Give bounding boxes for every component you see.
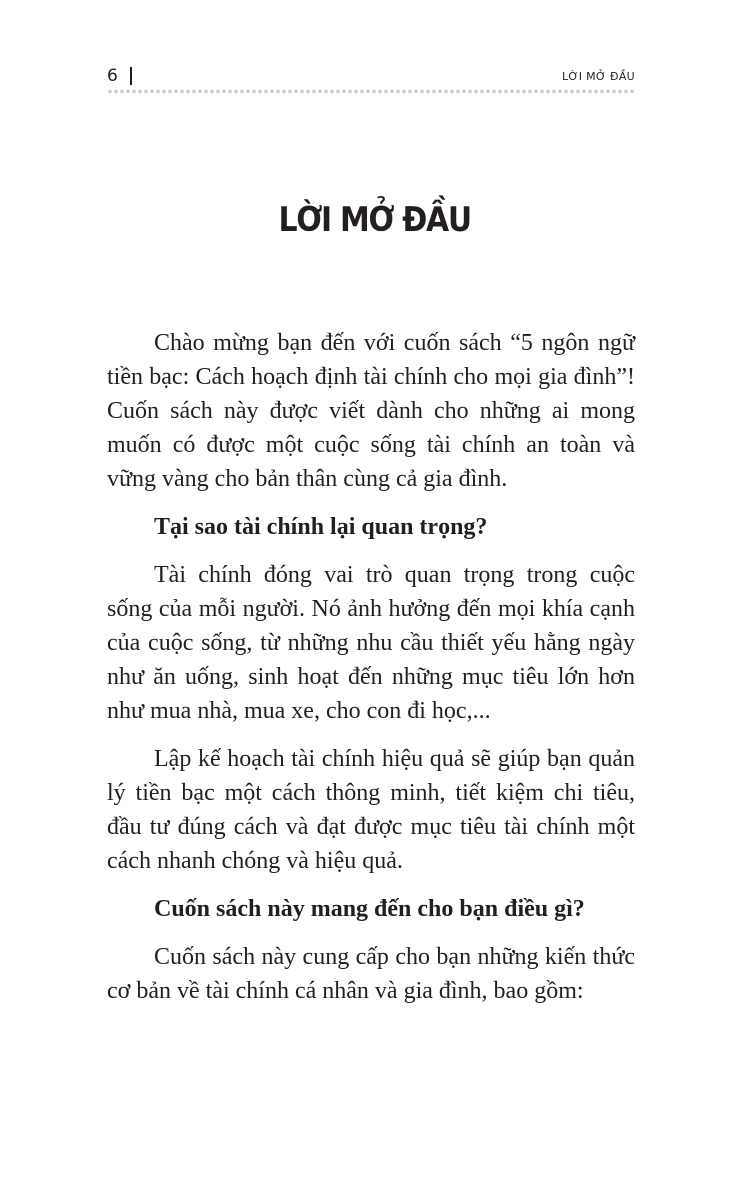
section-heading-why-finance: Tại sao tài chính lại quan trọng? — [154, 514, 488, 540]
page-header — [107, 66, 635, 88]
header-ornament-border — [107, 88, 635, 95]
chapter-title: LỜI MỞ ĐẦU — [278, 200, 471, 240]
body-text — [107, 326, 635, 1022]
header-divider — [130, 67, 132, 85]
running-head: LỜI MỞ ĐẦU — [561, 70, 635, 83]
section-heading-book-offers: Cuốn sách này mang đến cho bạn điều gì? — [154, 896, 585, 922]
paragraph-book-content: Cuốn sách này cung cấp cho bạn những kiến thức cơ bản về tài chính cá nhân và gia đình, bao gồm: — [107, 944, 635, 1004]
paragraph-planning-benefits: Lập kế hoạch tài chính hiệu quả sẽ giúp bạn quản lý tiền bạc một cách thông minh, tiết kiệm chi tiêu, đầu tư đúng cách và đạt được mục tiêu tài chính một cách nhanh chóng và hiệu quả. — [107, 746, 635, 874]
paragraph-finance-role: Tài chính đóng vai trò quan trọng trong cuộc sống của mỗi người. Nó ảnh hưởng đến mọi khía cạnh của cuộc sống, từ những nhu cầu thiết yếu hằng ngày như ăn uống, sinh hoạt đến những mục tiêu lớn hơn như mua nhà, mua xe, cho con đi học,... — [107, 562, 635, 724]
page-number: 6 — [107, 66, 118, 86]
paragraph-intro: Chào mừng bạn đến với cuốn sách “5 ngôn ngữ tiền bạc: Cách hoạch định tài chính cho mọi gia đình”! Cuốn sách này được viết dành cho những ai mong muốn có được một cuộc sống tài chính an toàn và vững vàng cho bản thân cùng cả gia đình. — [107, 330, 635, 492]
